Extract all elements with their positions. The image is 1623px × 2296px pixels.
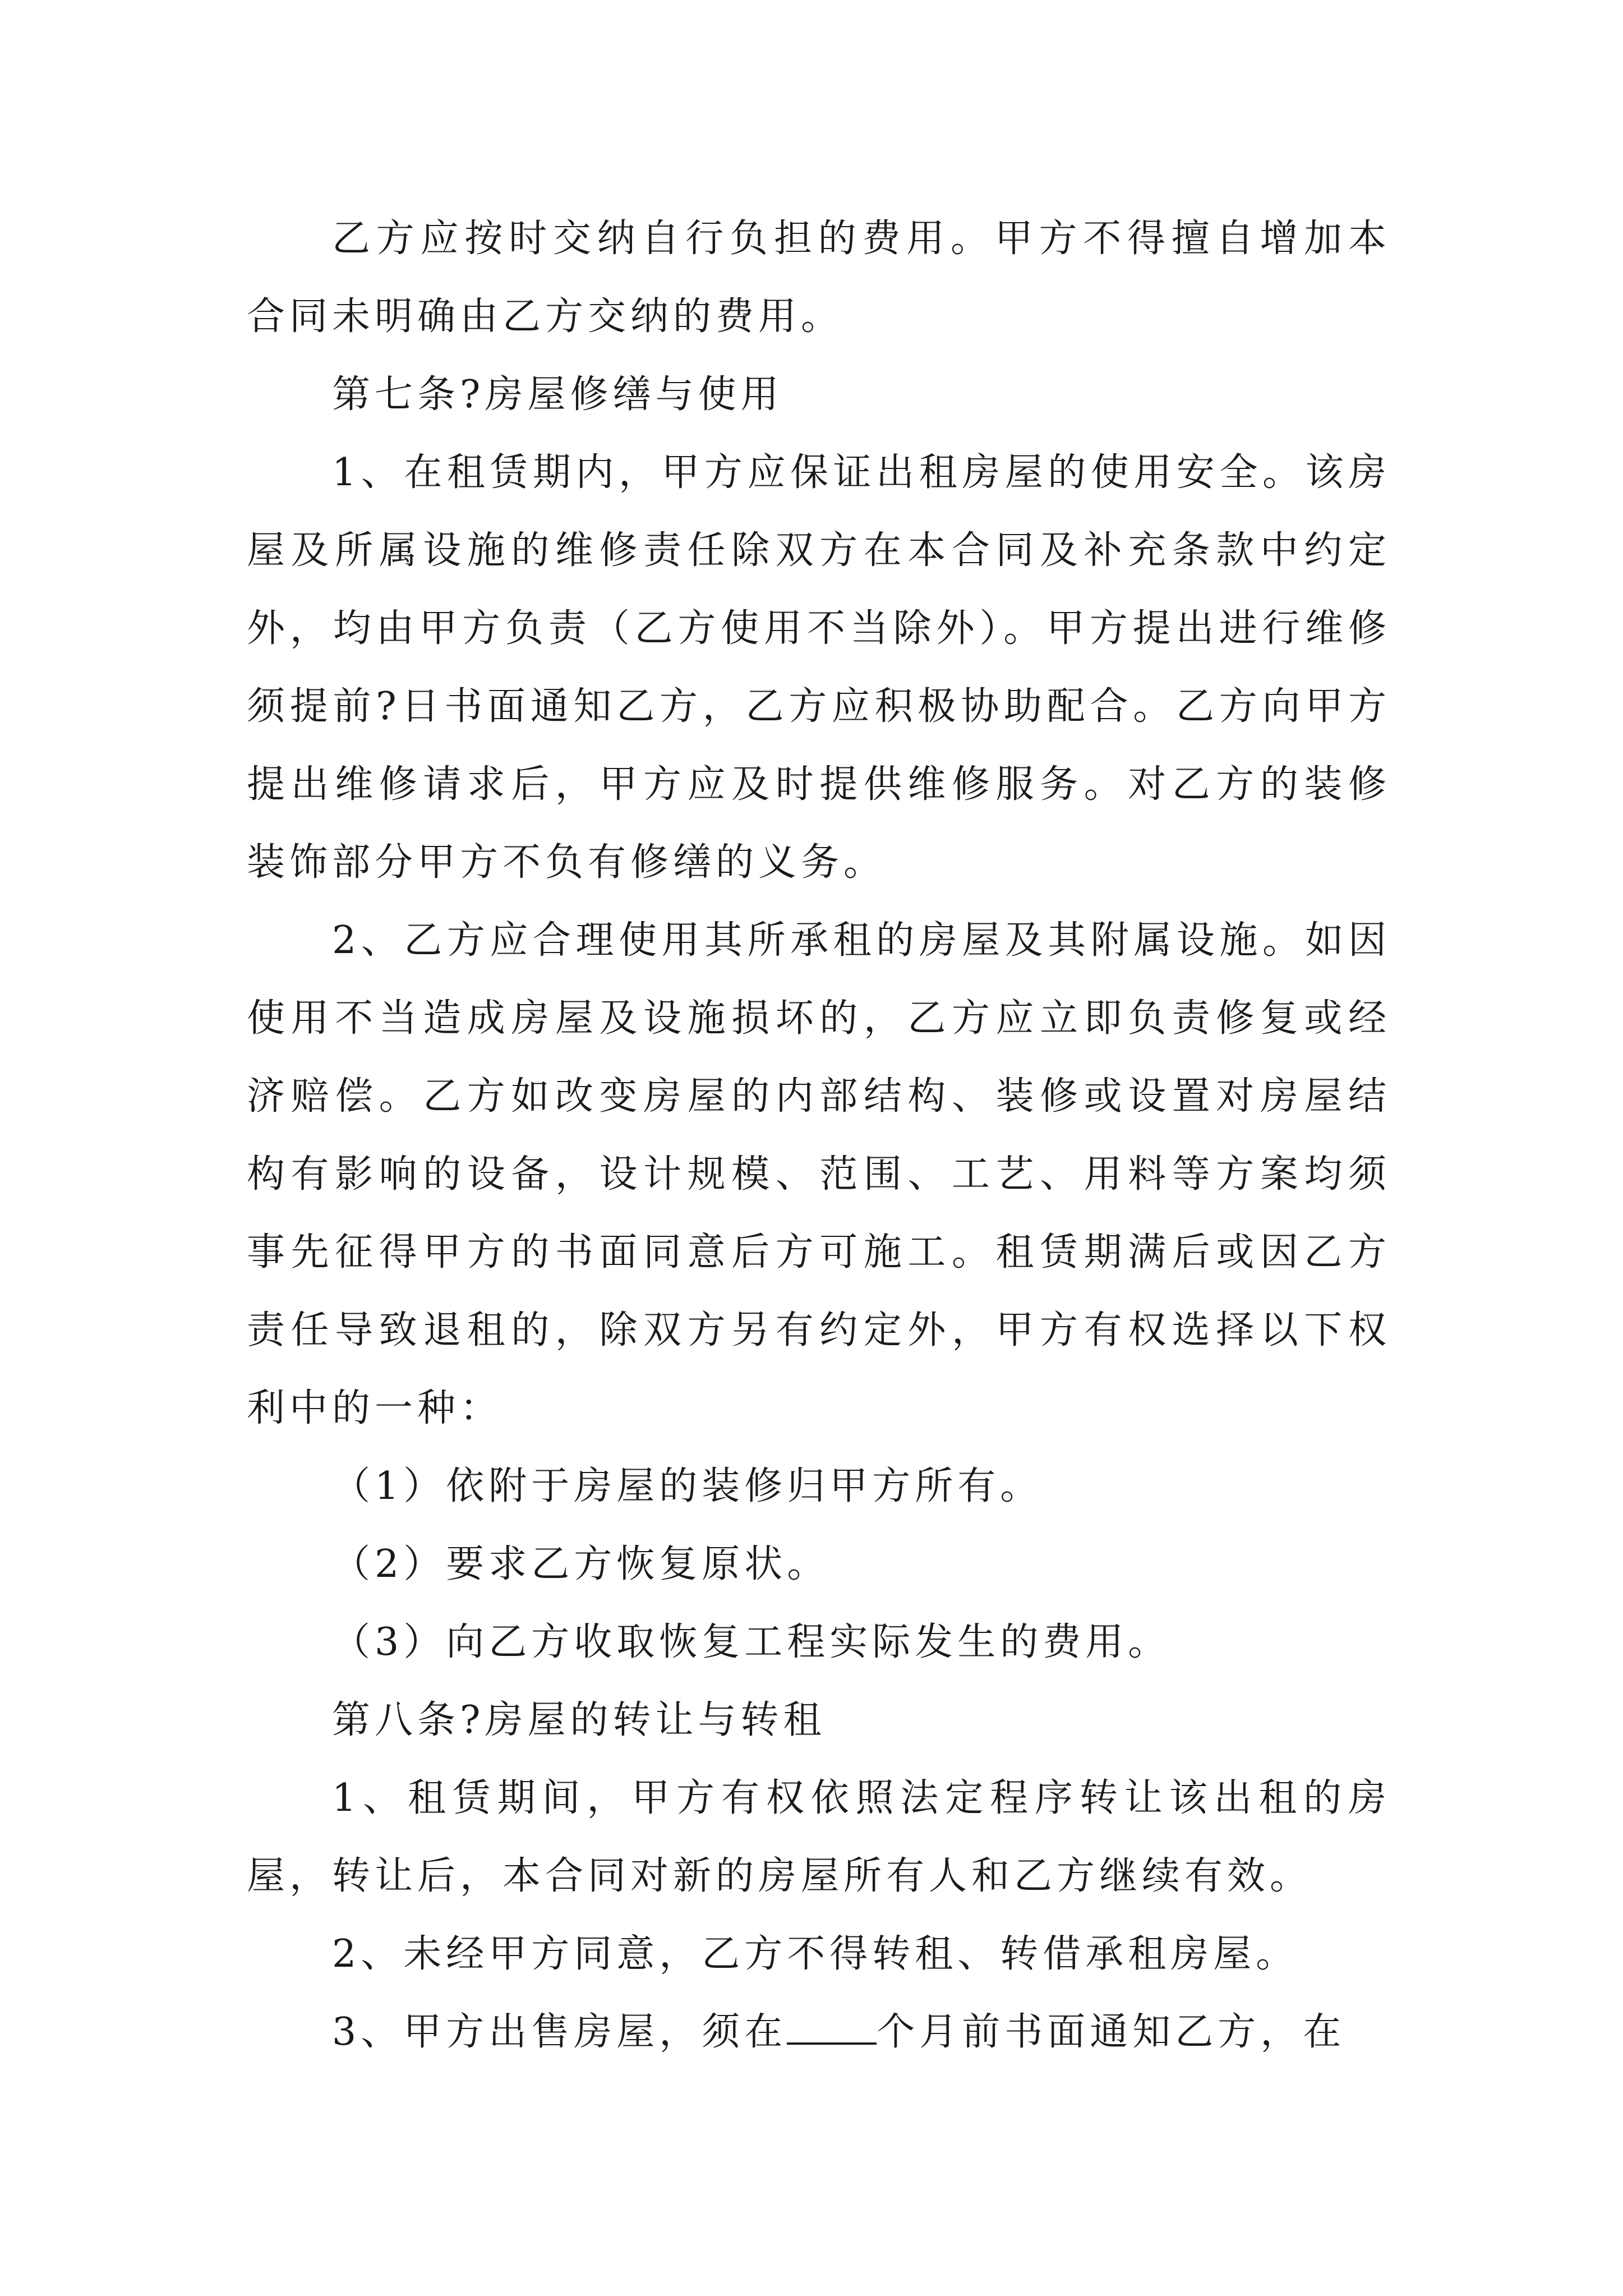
article-7-clause-2: 2、乙方应合理使用其所承租的房屋及其附属设施。如因使用不当造成房屋及设施损坏的，乙方应立即负责修复或经济赔偿。乙方如改变房屋的内部结构、装修或设置对房屋结构有影响的设备，设计规模、范围、工艺、用料等方案均须事先征得甲方的书面同意后方可施工。租赁期满后或因乙方责任导致退租的，除双方另有约定外，甲方有权选择以下权利中的一种：: [247, 918, 1391, 1430]
option-1: （1）依附于房屋的装修归甲方所有。: [332, 1464, 1043, 1508]
option-3: （3）向乙方收取恢复工程实际发生的费用。: [332, 1620, 1171, 1664]
article-8-clause-1: 1、租赁期间，甲方有权依照法定程序转让该出租的房屋，转让后，本合同对新的房屋所有人和乙方继续有效。: [247, 1776, 1391, 1898]
article-8-clause-3: [247, 1993, 1391, 2071]
article-7-heading: 第七条?房屋修缮与使用: [332, 372, 783, 417]
article-8-heading: 第八条?房屋的转让与转租: [332, 1698, 826, 1742]
article-8-clause-3-start: 3、甲方出售房屋，须在: [332, 2010, 787, 2054]
article-8-clause-2: 2、未经甲方同意，乙方不得转租、转借承租房屋。: [332, 1932, 1299, 1976]
paragraph-fee-obligation: 乙方应按时交纳自行负担的费用。甲方不得擅自增加本合同未明确由乙方交纳的费用。: [247, 217, 1391, 339]
option-2: （2）要求乙方恢复原状。: [332, 1542, 830, 1586]
article-8-clause-3-end: 个月前书面通知乙方，在: [877, 2010, 1346, 2054]
fill-in-blank: [787, 2016, 877, 2045]
article-7-clause-1: 1、在租赁期内，甲方应保证出租房屋的使用安全。该房屋及所属设施的维修责任除双方在本合同及补充条款中约定外，均由甲方负责（乙方使用不当除外）。甲方提出进行维修须提前?日书面通知乙方，乙方应积极协助配合。乙方向甲方提出维修请求后，甲方应及时提供维修服务。对乙方的装修装饰部分甲方不负有修缮的义务。: [247, 450, 1391, 885]
document-body: [247, 200, 1391, 2071]
